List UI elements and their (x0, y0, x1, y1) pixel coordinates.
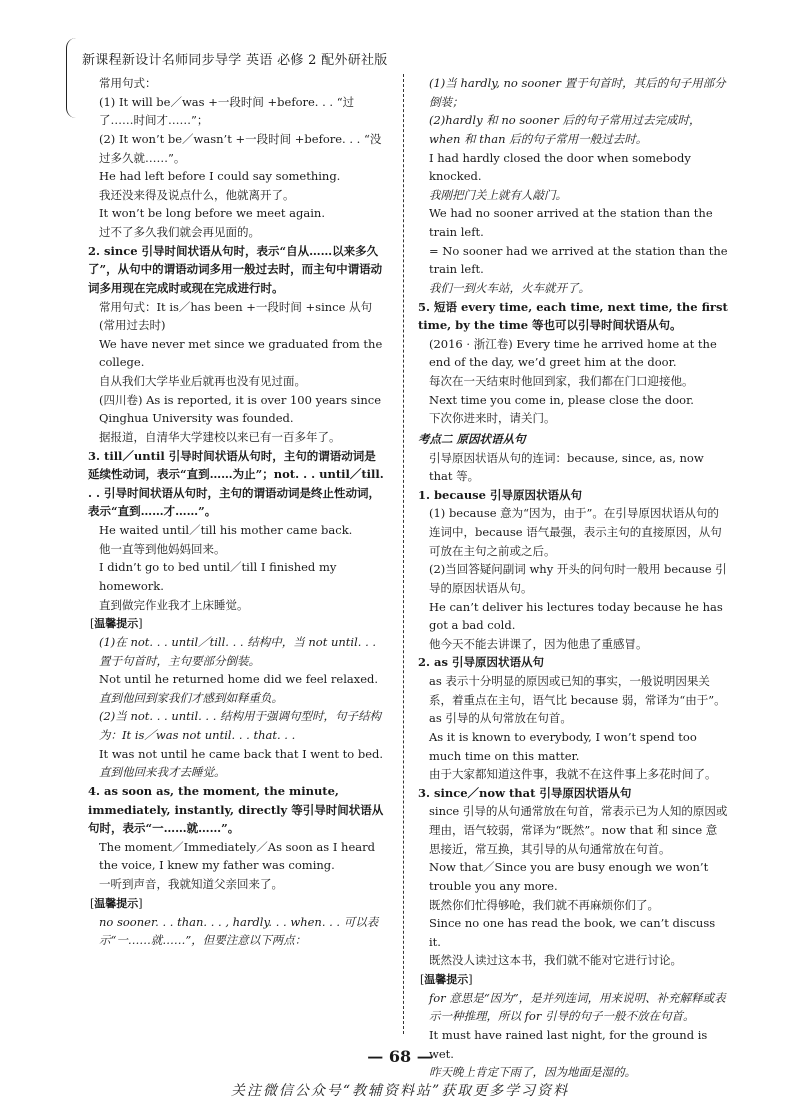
text-line: for 意思是“因为”，是并列连词，用来说明、补充解释或表示一种推理，所以 for 引导的句子一般不放在句首。 (429, 990, 726, 1024)
section-heading: 2. since 引导时间状语从句时，表示“自从……以来多久了”，从句中的谓语动词多用一般过去时，而主句中谓语动词多用现在完成时或现在完成进行时。 (88, 243, 383, 295)
text-line: It won’t be long before we meet again. (99, 206, 325, 221)
section-heading: 5. 短语 every time, each time, next time, the first time, by the time 等也可以引导时间状语从句。 (418, 299, 728, 333)
text-line: (四川卷) As is reported, it is over 100 years since Qinghua University was founded. (99, 392, 382, 426)
text-line: (2)hardly 和 no sooner 后的句子常用过去完成时，when 和 than 后的句子常用一般过去时。 (429, 113, 701, 146)
text-line: 下次你进来时，请关门。 (429, 411, 556, 426)
text-line: 自从我们大学毕业后就再也没有见过面。 (99, 374, 306, 388)
text-line: 由于大家都知道这件事，我就不在这件事上多花时间了。 (429, 767, 717, 782)
text-line: (1)当 hardly, no sooner 置于句首时，其后的句子用部分倒装； (429, 76, 726, 109)
topic-heading: 考点二 原因状语从句 (418, 431, 526, 446)
section-heading: 3. since／now that 引导原因状语从句 (418, 785, 632, 800)
text-line: (1) because 意为“因为，由于”。在引导原因状语从句的连词中，because 语气最强，表示主句的直接原因，从句可放在主句之前或之后。 (429, 506, 722, 558)
text-line: 他今天不能去讲课了，因为他患了重感冒。 (429, 636, 648, 651)
text-line: 我还没来得及说点什么，他就离开了。 (99, 187, 295, 202)
text-line: We have never met since we graduated from the college. (99, 336, 383, 370)
text-line: (2)当回答疑问副词 why 开头的问句时一般用 because 引导的原因状语从句。 (429, 562, 727, 595)
tip-label: [ 温馨提示 ] (88, 615, 145, 633)
right-column (418, 74, 728, 1082)
text-line: (2016 · 浙江卷) Every time he arrived home at the end of the day, we’d greet him at the door. (429, 336, 717, 370)
text-line: Not until he returned home did we feel relaxed. (99, 672, 379, 687)
text-line: 常用句式： (99, 76, 157, 90)
footer-note: 关注微信公众号“教辅资料站”获取更多学习资料 (230, 1083, 570, 1099)
text-line: = No sooner had we arrived at the station than the train left. (429, 243, 728, 277)
text-line: 直到做完作业我才上床睡觉。 (99, 597, 249, 612)
section-heading: 4. as soon as, the moment, the minute, immediately, instantly, directly 等引导时间状语从句时，表示“一……就……”。 (88, 783, 384, 836)
text-line: He can’t deliver his lectures today because he has got a bad cold. (429, 599, 723, 633)
text-line: 常用句式：It is／has been +一段时间 +since 从句(常用过去时) (99, 299, 373, 333)
text-line: 我刚把门关上就有人敲门。 (429, 187, 567, 202)
text-line: 一听到声音，我就知道父亲回来了。 (99, 877, 283, 892)
text-line: We had no sooner arrived at the station than the train left. (429, 206, 713, 239)
text-line: 引导原因状语从句的连词：because, since, as, now that 等。 (429, 450, 704, 484)
text-line: Now that／Since you are busy enough we won’t trouble you any more. (429, 860, 709, 893)
left-column (88, 74, 386, 950)
text-line: As it is known to everybody, I won’t spend too much time on this matter. (429, 729, 697, 763)
text-line: He had left before I could say something. (99, 169, 341, 184)
text-line: 昨天晚上肯定下雨了，因为地面是湿的。 (429, 1065, 636, 1080)
page-header: 新课程新设计名师同步导学 英语 必修 2 配外研社版 (82, 53, 388, 68)
text-line: since 引导的从句通常放在句首，常表示已为人知的原因或理由，语气较弱，常译为“既然”。now that 和 since 意思接近，常互换，其引导的从句通常放在句首。 (429, 804, 728, 856)
text-line: 过不了多久我们就会再见面的。 (99, 225, 260, 239)
section-heading: 3. till／until 引导时间状语从句时，主句的谓语动词是延续性动词，表示“直到……为止”；not. . . until／till. . . 引导时间状语从句时，主句的谓语动词是终止性动词，表示“直到……才……”。 (88, 448, 384, 519)
text-line: 直到他回来我才去睡觉。 (99, 765, 226, 780)
text-line: It must have rained last night, for the ground is wet. (429, 1028, 708, 1061)
text-line: Next time you come in, please close the door. (429, 392, 694, 407)
text-line: Since no one has read the book, we can’t discuss it. (429, 916, 716, 949)
text-line: (1)在 not. . . until／till. . . 结构中，当 not until. . . 置于句首时，主句要部分倒装。 (99, 634, 377, 668)
text-line: 直到他回到家我们才感到如释重负。 (99, 690, 283, 705)
text-line: (2) It won’t be／wasn’t +一段时间 +before. . . “没过多久就……”。 (99, 131, 382, 165)
text-line: (1) It will be／was +一段时间 +before. . . “过了……时间才……”； (99, 94, 355, 128)
text-line: 据报道，自清华大学建校以来已有一百多年了。 (99, 429, 341, 444)
section-heading: 1. because 引导原因状语从句 (418, 487, 582, 502)
text-line: 既然没人读过这本书，我们就不能对它进行讨论。 (429, 953, 682, 968)
text-line: 既然你们忙得够呛，我们就不再麻烦你们了。 (429, 897, 659, 912)
tip-label: [ 温馨提示 ] (88, 895, 145, 913)
page-number: — 68 — (367, 1047, 433, 1066)
text-line: as 表示十分明显的原因或已知的事实，一般说明因果关系，着重点在主句，语气比 because 弱，常译为“由于”。as 引导的从句常放在句首。 (429, 674, 726, 726)
text-line: no sooner. . . than. . . , hardly. . . when. . . 可以表示“一……就……”，但要注意以下两点： (99, 914, 379, 948)
text-line: 每次在一天结束时他回到家，我们都在门口迎接他。 (429, 374, 694, 388)
text-line: I didn’t go to bed until／till I finished my homework. (99, 560, 337, 593)
tip-label: [ 温馨提示 ] (418, 971, 475, 989)
text-line: 他一直等到他妈妈回来。 (99, 541, 226, 556)
text-line: The moment／Immediately／As soon as I heard the voice, I knew my father was coming. (99, 839, 375, 873)
header-brace (66, 38, 81, 118)
text-line: 我们一到火车站，火车就开了。 (429, 280, 590, 295)
text-line: (2)当 not. . . until. . . 结构用于强调句型时，句子结构为：It is／was not until. . . that. . . (99, 709, 382, 743)
column-divider (403, 74, 404, 1034)
text-line: He waited until／till his mother came back. (99, 523, 353, 537)
text-line: It was not until he came back that I went to bed. (99, 746, 384, 761)
text-line: I had hardly closed the door when somebody knocked. (429, 150, 691, 184)
section-heading: 2. as 引导原因状语从句 (418, 655, 544, 670)
